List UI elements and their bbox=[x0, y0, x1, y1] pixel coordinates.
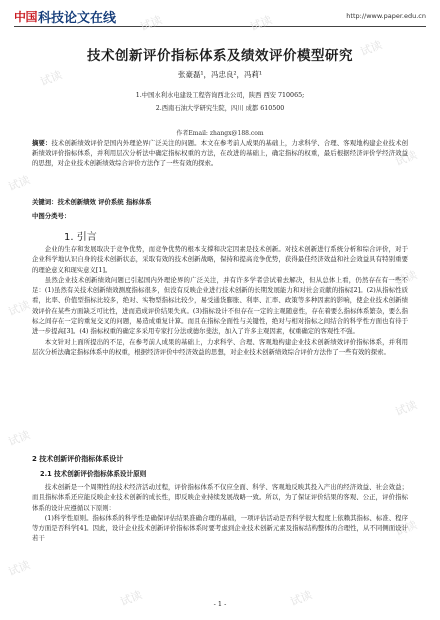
section21-body bbox=[32, 482, 408, 544]
header-divider bbox=[14, 26, 426, 27]
keywords-text: 技术创新绩效 评价系统 指标体系 bbox=[57, 198, 152, 206]
page-number: - 1 - bbox=[213, 600, 227, 608]
watermark: 试读 bbox=[393, 148, 419, 169]
watermark: 试读 bbox=[248, 13, 274, 34]
paragraph: 本文针对上面所提出的不足，在参考前人成果的基础上，力求科学、合理、客观地构建企业技术创新绩效评价指标体系，并利用层次分析法确定指标体系中的权重，根据经济评价中经济效益的思想，对企业技术创新绩效综合评价方法作了一些有效的探索。 bbox=[32, 337, 408, 356]
keywords-label: 关键词： bbox=[32, 198, 58, 206]
logo-name: 科技论文在线 bbox=[38, 10, 117, 26]
classification-label: 中图分类号： bbox=[32, 212, 71, 220]
classification bbox=[32, 211, 70, 220]
section1-body bbox=[32, 244, 408, 357]
paragraph: (1)科学性原则。指标体系的科学性是确保评估结果准确合理的基础，一项评估活动是否科学很大程度上依赖其指标、标准、程序等方面是否科学[4]。因此，设计企业技术创新评价指标体系时要考虑到企业技术创新元素及指标结构整体的合理性，从不同侧面设计若干 bbox=[32, 513, 408, 543]
abstract-label: 摘要： bbox=[32, 139, 52, 147]
watermark: 试读 bbox=[393, 398, 419, 419]
watermark: 试读 bbox=[6, 428, 32, 449]
logo-mark: 中国 bbox=[14, 9, 38, 24]
abstract-text: 技术创新绩效评价是国内外理论界广泛关注的问题。本文在参考前人成果的基础上，力求科学、合理、客观地构建企业技术创新绩效评价指标体系，并利用层次分析法中确定指标权重的方法，在改进的基础上，确定指标的权重，最后根据经济评价学经济效益的思想，对企业技术创新绩效综合评价方法作了一些有效的探索。 bbox=[32, 139, 408, 168]
paper-authors: 张豪磊¹，冯忠良²，冯莉¹ bbox=[177, 70, 263, 79]
affiliation-1: 1.中国水利水电建设工程咨询西北公司，陕西 西安 710065; bbox=[135, 92, 305, 99]
journal-url[interactable]: http://www.paper.edu.cn bbox=[346, 12, 426, 20]
paper-title: 技术创新评价指标体系及绩效评价模型研究 bbox=[87, 48, 353, 64]
watermark: 试读 bbox=[138, 13, 164, 34]
journal-logo bbox=[14, 6, 116, 26]
watermark: 试读 bbox=[6, 173, 32, 194]
watermark: 试读 bbox=[118, 588, 144, 609]
keywords bbox=[32, 197, 151, 206]
watermark: 试读 bbox=[38, 68, 64, 89]
watermark: 试读 bbox=[6, 298, 32, 319]
watermark: 试读 bbox=[358, 38, 384, 59]
abstract bbox=[32, 138, 408, 169]
journal-header bbox=[14, 6, 426, 28]
subsection-heading: 2.1 技术创新评价指标体系设计原则 bbox=[40, 470, 147, 478]
paragraph: 技术创新是一个周期性的技术经济活动过程，评价指标体系不仅应全面、科学、客观地反映其投入产出的经济效益、社会效益；而且指标体系还应能反映企业技术创新的成长性，即反映企业持续发展战略一致。所以，为了保证评价结果的客观、公正，评价指标体系的设计应遵循以下原则： bbox=[32, 483, 408, 512]
section-heading: 2 技术创新评价指标体系设计 bbox=[32, 455, 124, 463]
section-heading: 1. 引言 bbox=[64, 232, 97, 243]
paragraph: 企业的生存和发展取决于竞争优势，而竞争优势的根本支撑和决定因素是技术创新。对技术创新进行系统分析和综合评价，对于企业科学地认识自身的技术创新状态，采取有效的技术创新战略，保持和提高竞争优势，获得最佳经济效益和社会效益具有特别重要的理论意义和现实意义[1]。 bbox=[32, 245, 408, 274]
watermark: 试读 bbox=[288, 588, 314, 609]
author-email: 作者Email: zhangx@188.com bbox=[176, 130, 264, 137]
watermark: 试读 bbox=[393, 518, 419, 539]
paragraph: 虽然企业技术创新绩效问题已引起国内外理论界的广泛关注，并有许多学者尝试着去解决，但从总体上看，仍然存在有一些不足：(1)虽然有关技术创新绩效测度指标很多，但没有反映企业进行技术创新的长期发展能力和对社会贡献的指标[2]。(2)从指标性质看，比率、价值型指标比较多，绝对、实物型指标比较少，易受通货膨胀、利率、汇率、政策等多种因素的影响，使企业技术创新绩效评价在某些方面缺乏可比性，进而造成评价结果失真。(3)指标设计不但存在一定的主观随意性，存在着要么指标体系繁杂，要么指标之间存在一定的重复交叉的问题，易造成重复计算。而且在指标全面性与关键性，绝对与相对指标之间结合的科学性方面也有待于进一步提高[3]。(4) 指标权重的确定多采用专家打分法或德尔斐法，加入了许多主观因素，权重确定的客观性不强。 bbox=[32, 275, 408, 336]
watermark: 试读 bbox=[6, 558, 32, 579]
affiliation-2: 2.西南石油大学研究生院，四川 成都 610500 bbox=[155, 105, 285, 112]
watermark: 试读 bbox=[393, 268, 419, 289]
